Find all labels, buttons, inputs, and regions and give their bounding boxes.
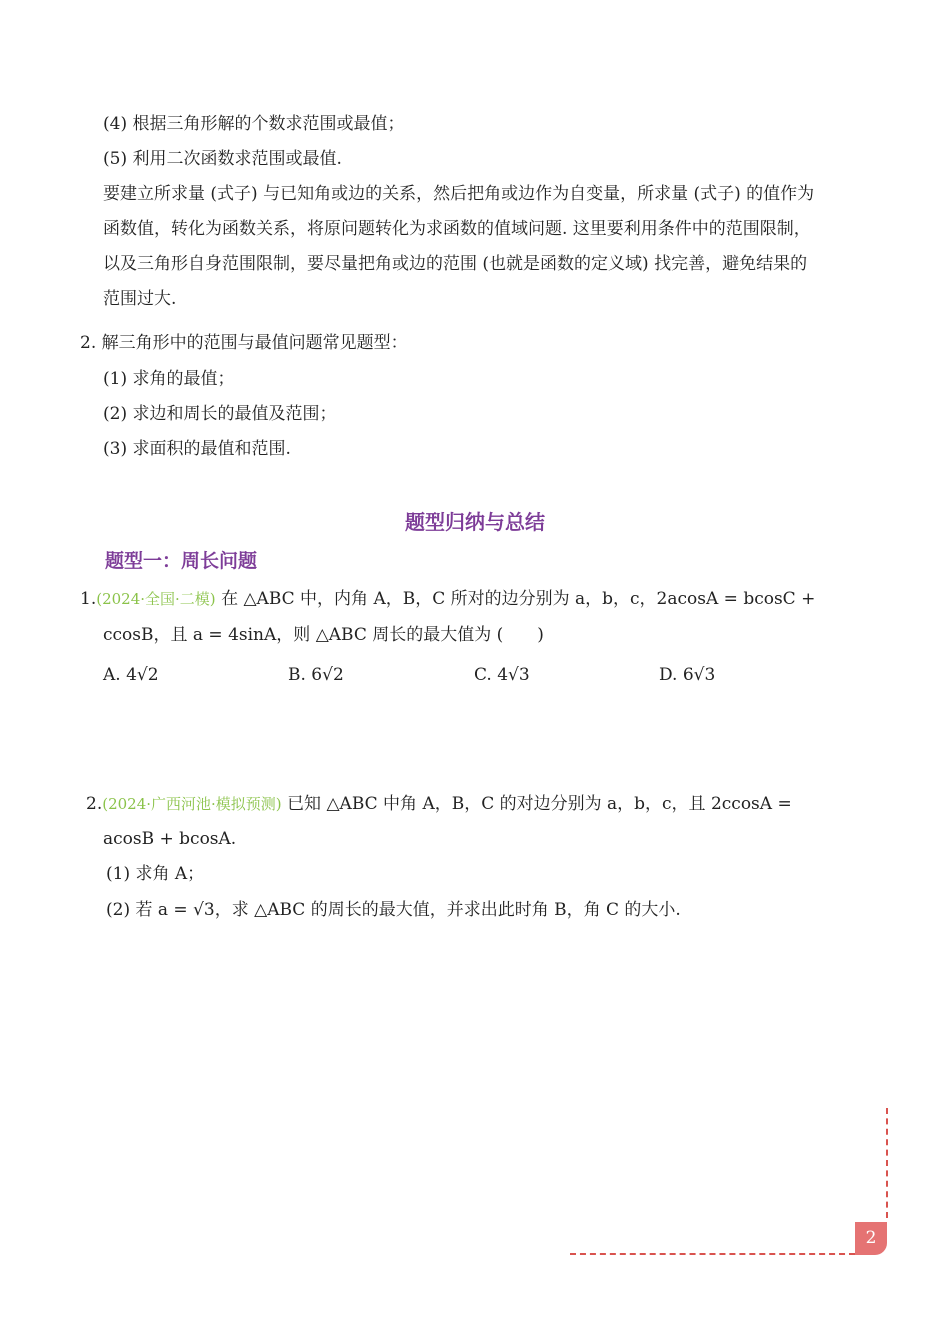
item-2-subitem-1: (1) 求角的最值； <box>103 369 235 389</box>
method-paragraph-line-3: 以及三角形自身范围限制，要尽量把角或边的范围 (也就是函数的定义域) 找完善，避免结果的 <box>103 254 808 274</box>
option-c: C. 4√3 <box>474 665 530 685</box>
question-2-part-2: (2) 若 a = √3，求 △ABC 的周长的最大值，并求出此时角 B，角 C 的大小. <box>106 900 681 920</box>
question-2-stem: 已知 △ABC 中角 A，B，C 的对边分别为 a，b，c，且 2ccosA = <box>287 794 792 814</box>
question-1-line-2: ccosB，且 a = 4sinA，则 △ABC 周长的最大值为 ( ) <box>103 625 544 645</box>
method-paragraph-line-1: 要建立所求量 (式子) 与已知角或边的关系，然后把角或边作为自变量，所求量 (式子) 的值作为 <box>103 184 815 204</box>
question-2-line-1 <box>86 792 792 816</box>
question-2-number: 2. <box>86 794 103 814</box>
question-2-line-2: acosB + bcosA. <box>103 829 237 849</box>
method-item-4: (4) 根据三角形解的个数求范围或最值； <box>103 114 405 134</box>
question-2-part-1: (1) 求角 A； <box>106 864 205 884</box>
footer-dashed-vertical <box>886 1108 888 1218</box>
option-a: A. 4√2 <box>103 665 159 685</box>
question-1-number: 1. <box>80 589 97 609</box>
section-title: 题型归纳与总结 <box>405 510 545 534</box>
page-number-badge: 2 <box>855 1222 887 1255</box>
question-1-source: (2024·全国·二模) <box>96 590 216 608</box>
section-subtitle: 题型一：周长问题 <box>105 550 258 572</box>
method-paragraph-line-4: 范围过大. <box>103 289 177 309</box>
question-1-stem: 在 △ABC 中，内角 A，B，C 所对的边分别为 a，b，c，2acosA = bcosC + <box>221 589 816 609</box>
method-item-5: (5) 利用二次函数求范围或最值. <box>103 149 342 169</box>
item-2-heading: 2. 解三角形中的范围与最值问题常见题型： <box>80 333 408 353</box>
item-2-subitem-2: (2) 求边和周长的最值及范围； <box>103 404 337 424</box>
footer-dashed-horizontal <box>570 1253 855 1255</box>
item-2-subitem-3: (3) 求面积的最值和范围. <box>103 439 291 459</box>
option-b: B. 6√2 <box>288 665 344 685</box>
question-2-source: (2024·广西河池·模拟预测) <box>102 795 282 813</box>
option-d: D. 6√3 <box>659 665 716 685</box>
question-1-line-1 <box>80 587 815 611</box>
method-paragraph-line-2: 函数值，转化为函数关系，将原问题转化为求函数的值域问题. 这里要利用条件中的范围限制， <box>103 219 811 239</box>
